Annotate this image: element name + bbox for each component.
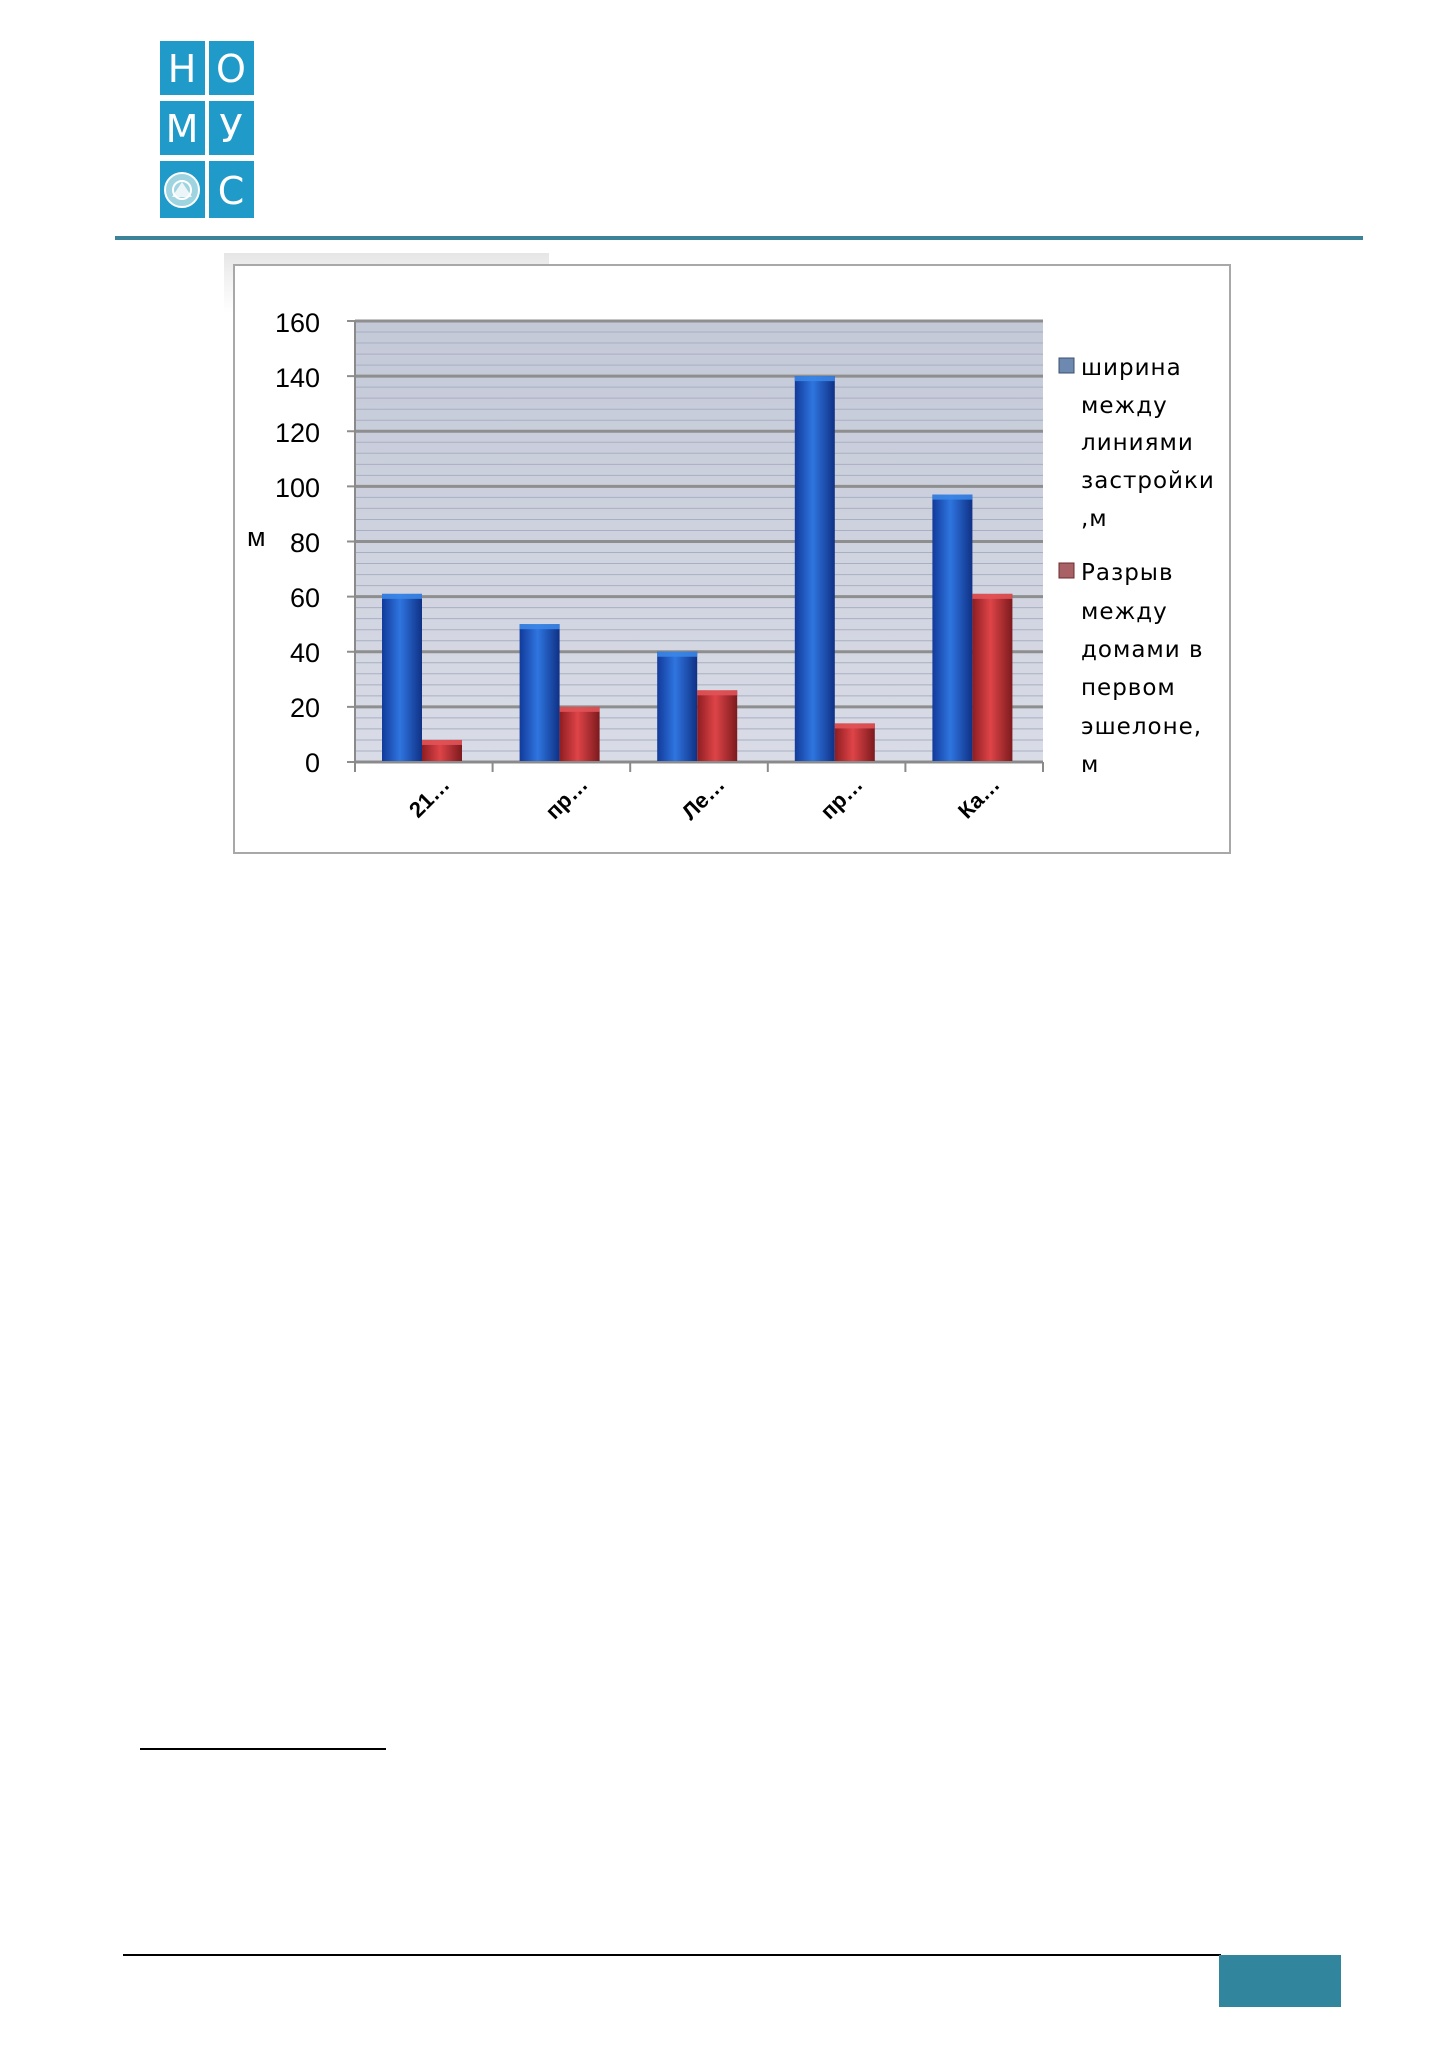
- header-rule: [115, 236, 1363, 240]
- legend-label-line: Разрыв: [1081, 560, 1174, 586]
- legend-label-line: эшелоне,: [1081, 714, 1203, 740]
- logo-emblem-icon: [165, 173, 199, 207]
- x-category-label: пр…: [815, 771, 868, 824]
- bar-red: [835, 723, 875, 762]
- nomus-logo: [160, 41, 254, 218]
- legend-label-line: между: [1081, 393, 1168, 419]
- legend-label-line: ширина: [1081, 355, 1182, 381]
- legend-swatch-red: [1059, 563, 1074, 578]
- y-axis-label: м: [247, 522, 266, 552]
- x-category-label: пр…: [540, 771, 593, 824]
- logo-letter: М: [165, 107, 199, 151]
- legend-label-line: линиями: [1081, 430, 1194, 456]
- bar-cap: [697, 690, 737, 695]
- y-tick-label: 80: [289, 528, 320, 558]
- bar-cap: [795, 376, 835, 381]
- y-tick-label: 60: [289, 583, 320, 613]
- y-tick-label: 20: [289, 693, 320, 723]
- bar-cap: [657, 652, 697, 657]
- x-category-label: Ка…: [952, 771, 1005, 824]
- bar-red: [697, 690, 737, 762]
- legend-label-line: первом: [1081, 675, 1176, 701]
- bar-blue: [657, 652, 697, 762]
- bar-cap: [560, 707, 600, 712]
- bar-blue: [382, 594, 422, 762]
- bar-cap: [422, 740, 462, 745]
- y-tick-label: 100: [274, 473, 320, 503]
- legend-label-line: ,м: [1081, 506, 1108, 532]
- logo-letter: Н: [167, 47, 197, 91]
- bar-cap: [972, 594, 1012, 599]
- bar-cap: [835, 723, 875, 728]
- page-number-box: [1219, 1955, 1341, 2007]
- legend-label-line: застройки: [1081, 468, 1215, 494]
- bar-chart: [233, 264, 1231, 854]
- legend-label-line: м: [1081, 752, 1100, 778]
- logo-letter: О: [216, 47, 246, 91]
- legend-label-line: домами в: [1081, 637, 1204, 663]
- logo-letter: С: [217, 169, 245, 213]
- bar-blue: [520, 624, 560, 762]
- footnote-separator: [140, 1748, 386, 1750]
- y-tick-label: 0: [304, 748, 320, 778]
- bar-cap: [520, 624, 560, 629]
- y-tick-label: 120: [274, 418, 320, 448]
- x-category-label: 21…: [403, 771, 455, 823]
- legend-swatch-blue: [1059, 358, 1074, 373]
- y-tick-label: 140: [274, 363, 320, 393]
- y-tick-label: 40: [289, 638, 320, 668]
- legend: [1059, 355, 1215, 778]
- bar-blue: [932, 495, 972, 762]
- bar-cap: [932, 495, 972, 500]
- y-tick-label: 160: [274, 308, 320, 338]
- x-category-label: Ле…: [676, 771, 730, 825]
- bar-red: [972, 594, 1012, 762]
- x-category-labels: [404, 772, 1005, 825]
- logo-letter: У: [219, 107, 243, 151]
- bar-red: [560, 707, 600, 762]
- legend-label-line: между: [1081, 599, 1168, 625]
- footer-rule: [123, 1954, 1221, 1956]
- bar-cap: [382, 594, 422, 599]
- y-tick-labels: [275, 308, 320, 778]
- bar-blue: [795, 376, 835, 762]
